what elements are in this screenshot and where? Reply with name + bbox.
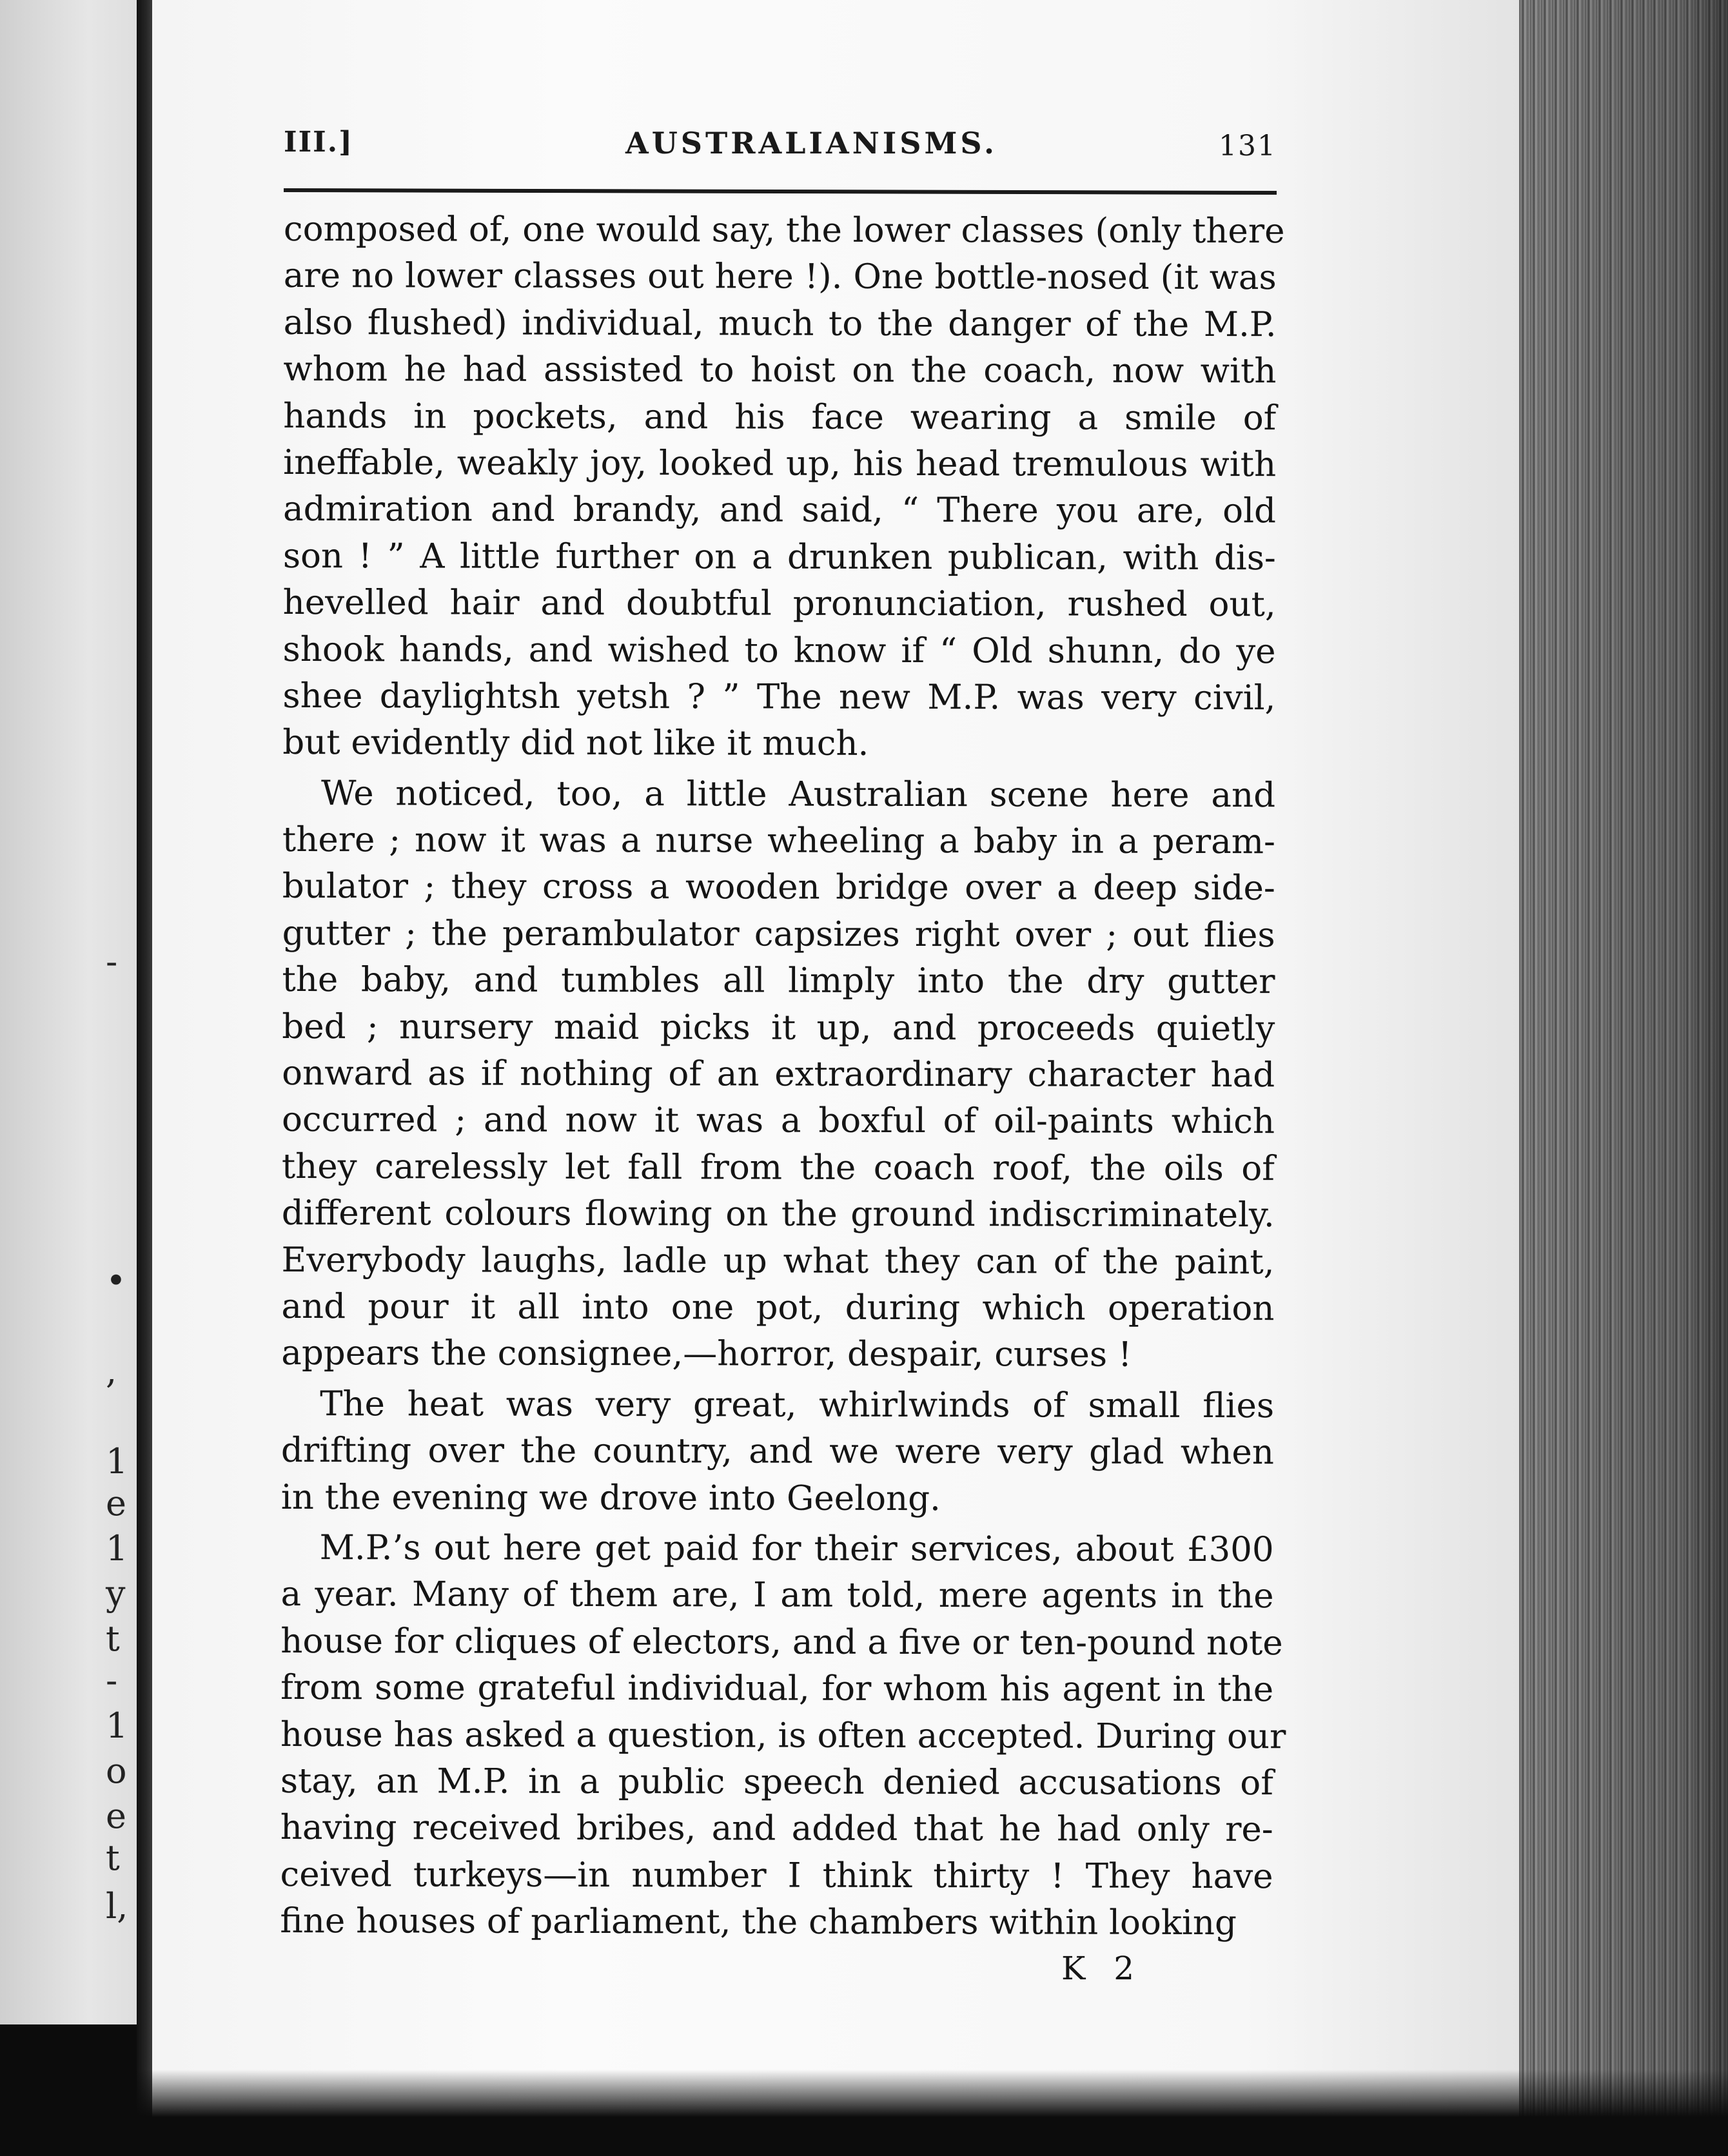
facing-page-glyph: y (106, 1573, 126, 1614)
text-line: onward as if nothing of an extraordinary character had (282, 1054, 1275, 1095)
page-number: 131 (1219, 130, 1277, 162)
facing-page-glyph: t (106, 1838, 120, 1878)
text-line: bulator ; they cross a wooden bridge over a deep side- (282, 867, 1275, 908)
running-header (284, 126, 1277, 171)
text-line: shee daylightsh yetsh ? ” The new M.P. was very civil, (282, 676, 1276, 718)
running-title: AUSTRALIANISMS. (625, 126, 998, 161)
text-line: son ! ” A little further on a drunken publican, with dis- (282, 536, 1276, 578)
text-line: and pour it all into one pot, during which operation (281, 1286, 1275, 1329)
text-line: house has asked a question, is often accepted. During our (280, 1714, 1286, 1756)
paragraph (280, 1525, 1286, 1947)
text-line: The heat was very great, whirlwinds of small flies (320, 1384, 1275, 1426)
facing-page-fragments (0, 0, 137, 2024)
text-line: Everybody laughs, ladle up what they can of the paint, (281, 1240, 1275, 1282)
scan-bottom-shadow (0, 2070, 1728, 2156)
text-line: admiration and brandy, and said, “ There you are, old (282, 489, 1277, 531)
text-line: ineffable, weakly joy, looked up, his head tremulous with (283, 442, 1277, 485)
body-text (280, 206, 1286, 1947)
text-line: drifting over the country, and we were very glad when (280, 1431, 1275, 1473)
text-line: composed of, one would say, the lower classes (only there (283, 210, 1285, 251)
text-line: are no lower classes out here !). One bottle-nosed (it was (283, 256, 1277, 298)
facing-page-glyph: e (106, 1796, 126, 1836)
paragraph (281, 1381, 1274, 1523)
facing-page-glyph: 1 (106, 1441, 128, 1482)
paragraph (282, 206, 1285, 769)
facing-page-glyph: 1 (106, 1705, 128, 1746)
facing-page-glyph: , (106, 1351, 117, 1391)
text-line: the baby, and tumbles all limply into the dry gutter (282, 960, 1275, 1002)
text-line: shook hands, and wished to know if “ Old shunn, do ye (282, 629, 1276, 671)
text-line: ceived turkeys—in number I think thirty ! They have (280, 1854, 1273, 1896)
text-line: We noticed, too, a little Australian scene here and (321, 773, 1276, 815)
text-line: gutter ; the perambulator capsizes right over ; out flies (282, 913, 1275, 956)
facing-page-glyph: l, (106, 1886, 128, 1926)
text-line: whom he had assisted to hoist on the coach, now with (283, 349, 1277, 391)
text-line: fine houses of parliament, the chambers within looking (280, 1901, 1237, 1943)
page-block-edges (1519, 0, 1728, 2128)
text-line: also flushed) individual, much to the danger of the M.P. (283, 302, 1277, 345)
text-line: different colours flowing on the ground indiscriminately. (281, 1193, 1275, 1235)
text-line: appears the consignee,—horror, despair, curses ! (281, 1333, 1132, 1375)
facing-page-glyph: - (106, 941, 118, 982)
text-line: but evidently did not like it much. (282, 723, 869, 764)
chapter-number: III.] (284, 126, 353, 159)
text-line: hands in pockets, and his face wearing a smile of (283, 396, 1277, 438)
facing-page-glyph: 1 (106, 1528, 128, 1569)
facing-page-glyph: o (106, 1750, 127, 1791)
text-line: occurred ; and now it was a boxful of oil-paints which (281, 1100, 1275, 1142)
text-line: hevelled hair and doubtful pronunciation, rushed out, (282, 583, 1276, 625)
signature-mark: K 2 (1061, 1950, 1144, 1987)
text-line: a year. Many of them are, I am told, mere agents in the (280, 1574, 1274, 1616)
text-line: M.P.’s out here get paid for their services, about £300 (319, 1528, 1274, 1570)
facing-page-glyph: • (106, 1260, 126, 1301)
text-line: in the evening we drove into Geelong. (280, 1477, 941, 1518)
text-line: house for cliques of electors, and a five or ten-pound note (280, 1621, 1283, 1663)
facing-page-glyph: t (106, 1618, 120, 1659)
text-line: bed ; nursery maid picks it up, and proceeds quietly (282, 1006, 1275, 1048)
book-gutter (137, 0, 152, 2128)
facing-page-glyph: - (106, 1660, 118, 1701)
text-line: having received bribes, and added that he had only re- (280, 1808, 1273, 1850)
text-line: from some grateful individual, for whom his agent in the (280, 1668, 1274, 1710)
text-line: stay, an M.P. in a public speech denied accusations of (280, 1761, 1273, 1803)
text-line: there ; now it was a nurse wheeling a baby in a peram- (282, 820, 1276, 862)
text-line: they carelessly let fall from the coach roof, the oils of (281, 1146, 1275, 1189)
paragraph (281, 770, 1275, 1379)
facing-page-glyph: e (106, 1483, 126, 1524)
